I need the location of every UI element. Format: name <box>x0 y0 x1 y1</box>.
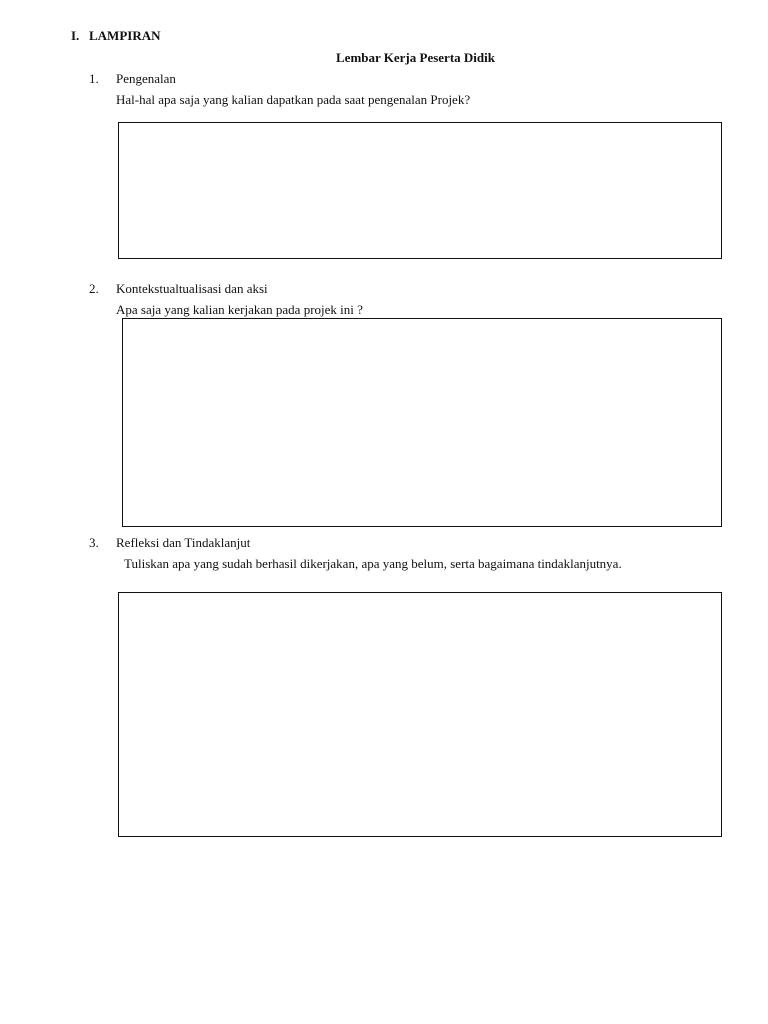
section-title: LAMPIRAN <box>89 28 161 43</box>
item-1-number: 1. <box>89 71 99 86</box>
document-title: Lembar Kerja Peserta Didik <box>336 50 495 65</box>
item-3-question: Tuliskan apa yang sudah berhasil dikerjakan, apa yang belum, serta bagaimana tindaklanjutnya. <box>124 556 622 571</box>
item-1-heading: Pengenalan <box>116 71 176 86</box>
item-2-question: Apa saja yang kalian kerjakan pada projek ini ? <box>116 302 363 317</box>
item-3-heading: Refleksi dan Tindaklanjut <box>116 535 251 550</box>
item-2-number: 2. <box>89 281 99 296</box>
item-2-answer-box[interactable] <box>122 318 722 527</box>
item-3-number: 3. <box>89 535 99 550</box>
item-2-heading: Kontekstualtualisasi dan aksi <box>116 281 268 296</box>
section-number: I. <box>71 28 80 43</box>
item-1-question: Hal-hal apa saja yang kalian dapatkan pada saat pengenalan Projek? <box>116 92 471 107</box>
item-1-answer-box[interactable] <box>118 122 722 259</box>
item-3-answer-box[interactable] <box>118 592 722 837</box>
